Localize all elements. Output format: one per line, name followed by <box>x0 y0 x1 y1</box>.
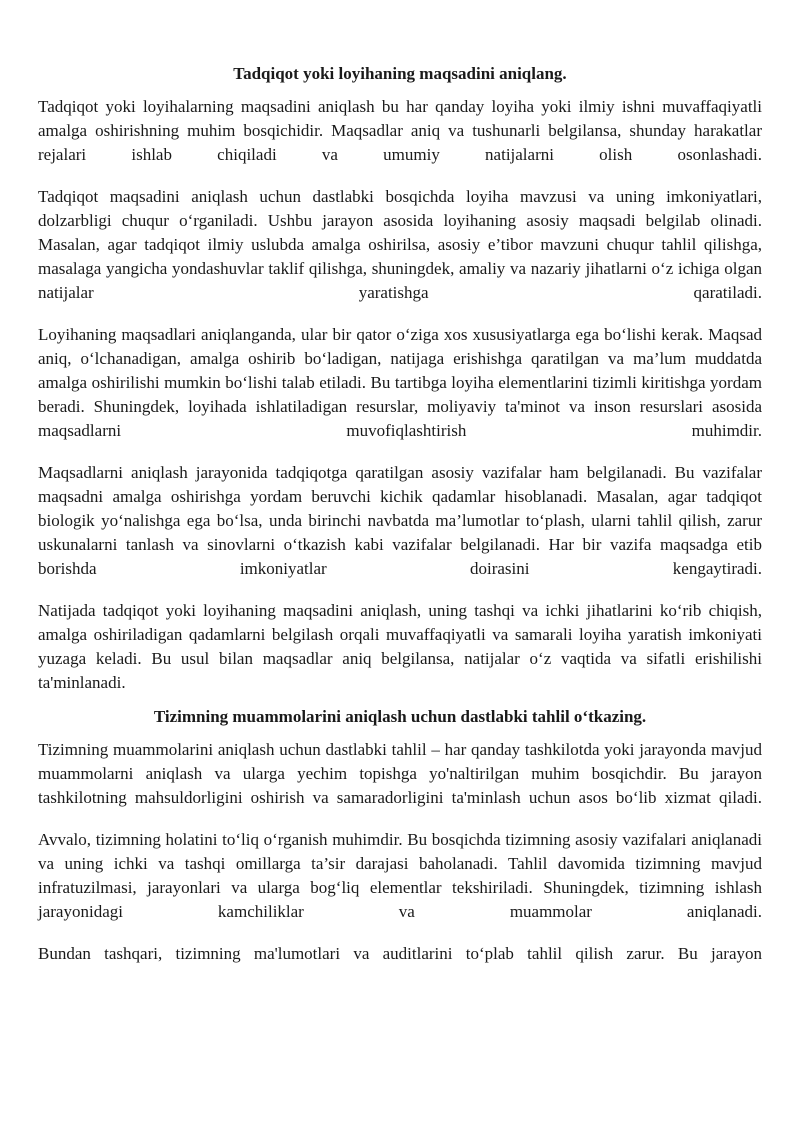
paragraph: Bundan tashqari, tizimning ma'lumotlari va auditlarini to‘plab tahlil qilish zarur. Bu jarayon <box>38 944 762 963</box>
section-heading-goal: Tadqiqot yoki loyihaning maqsadini aniqlang. <box>233 64 567 83</box>
document-page <box>38 62 762 984</box>
paragraph: Tadqiqot maqsadini aniqlash uchun dastlabki bosqichda loyiha mavzusi va uning imkoniyatlari, dolzarbligi chuqur o‘rganiladi. Ushbu jarayon asosida loyihaning asosiy maqsadi belgilab olinadi. Masalan, agar tadqiqot ilmiy uslubda amalga oshirilsa, asosiy e’tibor mavzuni chuqur tahlil qilishga, masalaga yangicha yondashuvlar taklif qilishga, shuningdek, amaliy va nazariy jihatlarni o‘z ichiga olgan natijalar yaratishga qaratiladi. <box>38 187 762 302</box>
paragraph: Loyihaning maqsadlari aniqlanganda, ular bir qator o‘ziga xos xususiyatlarga ega bo‘lishi kerak. Maqsad aniq, o‘lchanadigan, amalga oshirib bo‘ladigan, natijaga erishishga qaratilgan va ma’lum muddatda amalga oshirilishi mumkin bo‘lishi talab etiladi. Bu tartibga loyiha elementlarini tizimli kiritishga yordam beradi. Shuningdek, loyihada ishlatiladigan resurslar, moliyaviy ta'minot va inson resurslari asosida maqsadlarni muvofiqlashtirish muhimdir. <box>38 325 762 440</box>
paragraph: Tizimning muammolarini aniqlash uchun dastlabki tahlil – har qanday tashkilotda yoki jarayonda mavjud muammolarni aniqlash va ularga yechim topishga yo'naltirilgan muhim bosqichdir. Bu jarayon tashkilotning mahsuldorligini oshirish va samaradorligini ta'minlash uchun asos bo‘lib xizmat qiladi. <box>38 740 762 807</box>
paragraph: Maqsadlarni aniqlash jarayonida tadqiqotga qaratilgan asosiy vazifalar ham belgilanadi. Bu vazifalar maqsadni amalga oshirishga yordam beruvchi kichik qadamlar hisoblanadi. Masalan, agar tadqiqot biologik yo‘nalishga ega bo‘lsa, unda birinchi navbatda ma’lumotlar to‘plash, ularni tahlil qilish, zarur uskunalarni tanlash va sinovlarni o‘tkazish kabi vazifalar belgilanadi. Har bir vazifa maqsadga etib borishda imkoniyatlar doirasini kengaytiradi. <box>38 463 762 578</box>
section-heading-analysis: Tizimning muammolarini aniqlash uchun dastlabki tahlil o‘tkazing. <box>153 707 647 726</box>
paragraph: Natijada tadqiqot yoki loyihaning maqsadini aniqlash, uning tashqi va ichki jihatlarini ko‘rib chiqish, amalga oshiriladigan qadamlarni belgilash orqali muvaffaqiyatli va samarali loyiha yaratish imkoniyati yuzaga keladi. Bu usul bilan maqsadlar aniq belgilansa, natijalar o‘z vaqtida va sifatli erishilishi ta'minlanadi. <box>38 601 762 692</box>
paragraph: Avvalo, tizimning holatini to‘liq o‘rganish muhimdir. Bu bosqichda tizimning asosiy vazifalari aniqlanadi va uning ichki va tashqi omillarga ta’sir darajasi baholanadi. Tahlil davomida tizimning mavjud infratuzilmasi, jarayonlari va ularga bog‘liq elementlar tekshiriladi. Shuningdek, tizimning ishlash jarayonidagi kamchiliklar va muammolar aniqlanadi. <box>38 830 762 921</box>
paragraph: Tadqiqot yoki loyihalarning maqsadini aniqlash bu har qanday loyiha yoki ilmiy ishni muvaffaqiyatli amalga oshirishning muhim bosqichidir. Maqsadlar aniq va tushunarli belgilansa, shunday harakatlar rejalari ishlab chiqiladi va umumiy natijalarni olish osonlashadi. <box>38 97 762 164</box>
